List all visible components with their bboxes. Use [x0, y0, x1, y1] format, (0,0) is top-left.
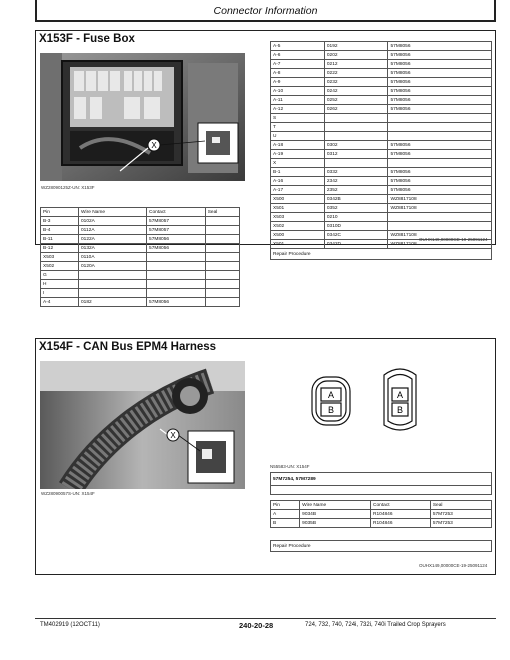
table-cell: 0192: [324, 42, 388, 51]
table-row: [271, 186, 492, 195]
table-cell: A: [271, 510, 300, 519]
table-cell: B: [271, 519, 300, 528]
table-cell: 57M8056: [388, 42, 492, 51]
table-cell: [205, 280, 239, 289]
fuse-box-photo: [40, 53, 245, 181]
table-cell: 0110A: [79, 253, 147, 262]
table-cell: A-4: [41, 298, 79, 307]
table-cell: 0332: [324, 168, 388, 177]
table-cell: X501: [271, 204, 325, 213]
spacer-row: [271, 486, 492, 495]
table-row: [271, 42, 492, 51]
table-cell: [205, 253, 239, 262]
table-row: [271, 204, 492, 213]
table-cell: T: [271, 123, 325, 132]
table-row: [271, 51, 492, 60]
table-cell: WZ8817108: [388, 240, 492, 249]
table-cell: 0342C: [324, 231, 388, 240]
table-cell: B-3: [41, 217, 79, 226]
table-cell: X502: [271, 222, 325, 231]
table-row: [271, 213, 492, 222]
table-cell: A-10: [271, 87, 325, 96]
part-number-table: [270, 472, 492, 495]
pin-label-a: A: [327, 390, 335, 400]
table-cell: [388, 132, 492, 141]
table-row: [41, 226, 240, 235]
table-cell: 57M8056: [388, 96, 492, 105]
reference-code: OUHX149,00000CE-19-25091124: [419, 563, 488, 568]
col-header-seal: Seal: [205, 208, 239, 217]
table-cell: [147, 280, 206, 289]
pin-table-right: [270, 41, 492, 260]
table-cell: [147, 289, 206, 298]
table-row: [271, 87, 492, 96]
table-cell: [388, 123, 492, 132]
table-row: [271, 78, 492, 87]
table-cell: A-8: [271, 69, 325, 78]
table-cell: 2342: [324, 177, 388, 186]
table-cell: S: [271, 114, 325, 123]
pin-table-left-body: [41, 217, 240, 307]
table-row: [271, 141, 492, 150]
table-row: [271, 96, 492, 105]
table-cell: [324, 114, 388, 123]
table-cell: 0352: [324, 204, 388, 213]
col-header-contact: Contact: [147, 208, 206, 217]
table-cell: [147, 271, 206, 280]
table-cell: A-9: [271, 78, 325, 87]
footer-doc-id: TM402919 (12OCT11): [40, 622, 100, 628]
table-cell: 0310D: [324, 222, 388, 231]
table-cell: B-4: [41, 226, 79, 235]
table-cell: 9034B: [300, 510, 371, 519]
pin-table-body: [271, 510, 492, 528]
table-row: [271, 222, 492, 231]
table-cell: [205, 217, 239, 226]
table-cell: [324, 132, 388, 141]
reference-code: OUHX149,00000CD-19-25091124: [419, 237, 488, 242]
table-cell: X503: [271, 213, 325, 222]
col-header-pin: Pin: [41, 208, 79, 217]
table-cell: 0262: [324, 105, 388, 114]
page-header: [35, 0, 496, 22]
repair-procedure-link[interactable]: Repair Procedure: [271, 541, 492, 552]
table-cell: 57M8057: [147, 226, 206, 235]
table-cell: 0120A: [79, 262, 147, 271]
pin-table-left: [40, 207, 240, 307]
table-cell: [324, 159, 388, 168]
col-header-pin: Pin: [271, 501, 300, 510]
table-row: [41, 235, 240, 244]
table-cell: 0252: [324, 96, 388, 105]
table-cell: 0302: [324, 141, 388, 150]
table-row: [271, 69, 492, 78]
table-cell: 57M8056: [388, 105, 492, 114]
table-cell: 0312: [324, 150, 388, 159]
table-cell: X: [271, 159, 325, 168]
table-cell: 9035B: [300, 519, 371, 528]
table-cell: WZ8817108: [388, 195, 492, 204]
table-cell: A-17: [271, 186, 325, 195]
col-header-wire: Wire Name: [300, 501, 371, 510]
table-cell: 57M7253: [430, 510, 491, 519]
table-cell: 0232: [324, 78, 388, 87]
table-cell: 0102A: [79, 217, 147, 226]
table-row: [41, 271, 240, 280]
table-cell: [147, 262, 206, 271]
table-cell: 0242: [324, 87, 388, 96]
table-row: [271, 168, 492, 177]
table-cell: [205, 226, 239, 235]
page-header-title: Connector Information: [213, 5, 318, 17]
table-cell: 57M8056: [147, 244, 206, 253]
table-cell: A-11: [271, 96, 325, 105]
table-row: [271, 60, 492, 69]
pin-label-b: B: [327, 405, 335, 415]
table-row: [271, 510, 492, 519]
table-row: [271, 114, 492, 123]
table-row: [271, 132, 492, 141]
harness-photo: [40, 361, 245, 489]
table-cell: 0112A: [79, 226, 147, 235]
table-cell: [205, 271, 239, 280]
table-cell: 57M8056: [388, 69, 492, 78]
pin-table: [270, 500, 492, 528]
table-cell: 0202: [324, 51, 388, 60]
table-cell: 0212: [324, 60, 388, 69]
table-cell: [79, 271, 147, 280]
table-row: [41, 262, 240, 271]
part-number: 57M7254, 57M7289: [271, 473, 492, 486]
table-row: [271, 159, 492, 168]
table-row: [271, 123, 492, 132]
table-cell: A-18: [271, 141, 325, 150]
table-cell: [205, 235, 239, 244]
pin-label-b-mate: B: [396, 405, 404, 415]
callout-label: X: [170, 431, 176, 440]
table-cell: WZ8817108: [388, 231, 492, 240]
table-row: [41, 289, 240, 298]
table-cell: 57M8056: [388, 87, 492, 96]
connector-drawing: [306, 361, 426, 446]
table-cell: 57M8056: [147, 298, 206, 307]
table-cell: A-12: [271, 105, 325, 114]
section-title: X154F - CAN Bus EPM4 Harness: [39, 341, 217, 353]
table-row: [41, 217, 240, 226]
col-header-contact: Contact: [371, 501, 431, 510]
table-cell: A-16: [271, 177, 325, 186]
connector-caption: N55583-UN: X154F: [270, 464, 310, 469]
footer-product: 724, 732, 740, 724i, 732i, 740i Trailed Crop Sprayers: [305, 622, 446, 628]
table-cell: R104846: [371, 510, 431, 519]
table-cell: R104846: [371, 519, 431, 528]
table-cell: 0210: [324, 213, 388, 222]
section-x153f: [35, 30, 496, 305]
photo-caption: WZ28090057S-UN: X154F: [41, 491, 95, 496]
table-cell: [79, 289, 147, 298]
table-row: [41, 253, 240, 262]
callout-label: X: [151, 141, 157, 150]
table-cell: [205, 244, 239, 253]
table-cell: 2352: [324, 186, 388, 195]
table-cell: 0342B: [324, 195, 388, 204]
table-row: [271, 105, 492, 114]
table-cell: [388, 213, 492, 222]
table-cell: 0222: [324, 69, 388, 78]
section-title: X153F - Fuse Box: [39, 33, 135, 45]
table-cell: 57M8056: [388, 60, 492, 69]
table-row: [271, 195, 492, 204]
table-cell: B-1: [271, 168, 325, 177]
photo-caption: WZ28090125Z-UN: X153F: [41, 185, 95, 190]
table-cell: X501: [271, 240, 325, 249]
repair-table: [270, 540, 492, 552]
table-cell: G: [41, 271, 79, 280]
footer-rule: [35, 618, 496, 619]
table-cell: [388, 114, 492, 123]
table-row: [41, 280, 240, 289]
table-cell: [147, 253, 206, 262]
table-cell: [324, 123, 388, 132]
table-cell: H: [41, 280, 79, 289]
table-cell: 57M8056: [388, 186, 492, 195]
table-cell: 57M8056: [388, 141, 492, 150]
table-cell: X502: [41, 262, 79, 271]
pin-label-a-mate: A: [396, 390, 404, 400]
table-cell: X500: [271, 231, 325, 240]
table-cell: [388, 222, 492, 231]
table-cell: 57M8056: [388, 78, 492, 87]
table-cell: I: [41, 289, 79, 298]
table-cell: A-5: [271, 42, 325, 51]
table-row: [271, 150, 492, 159]
table-cell: X500: [271, 195, 325, 204]
col-header-seal: Seal: [430, 501, 491, 510]
table-cell: 0182: [79, 298, 147, 307]
table-cell: A-7: [271, 60, 325, 69]
table-cell: 0132A: [79, 244, 147, 253]
table-cell: 57M8057: [147, 217, 206, 226]
table-cell: 57M8056: [147, 235, 206, 244]
pin-table-right-body: [271, 42, 492, 249]
table-cell: [388, 159, 492, 168]
table-cell: 57M7253: [430, 519, 491, 528]
table-cell: 57M8056: [388, 168, 492, 177]
table-cell: 57M8056: [388, 51, 492, 60]
table-row: [271, 519, 492, 528]
table-row: [271, 177, 492, 186]
table-cell: 0122A: [79, 235, 147, 244]
section-x154f: [35, 338, 496, 575]
table-cell: B-11: [41, 235, 79, 244]
table-cell: [205, 289, 239, 298]
table-cell: A-19: [271, 150, 325, 159]
table-cell: [79, 280, 147, 289]
table-row: [41, 244, 240, 253]
table-cell: B-12: [41, 244, 79, 253]
table-cell: U: [271, 132, 325, 141]
table-cell: A-6: [271, 51, 325, 60]
col-header-wire: Wire Name: [79, 208, 147, 217]
table-row: [41, 298, 240, 307]
table-cell: X503: [41, 253, 79, 262]
table-cell: [205, 262, 239, 271]
footer-page-number: 240-20-28: [239, 621, 274, 630]
table-cell: [205, 298, 239, 307]
table-cell: 57M8056: [388, 177, 492, 186]
repair-procedure-link[interactable]: Repair Procedure: [271, 249, 492, 260]
table-cell: 57M8056: [388, 150, 492, 159]
table-cell: WZ8817108: [388, 204, 492, 213]
table-cell: 0342D: [324, 240, 388, 249]
